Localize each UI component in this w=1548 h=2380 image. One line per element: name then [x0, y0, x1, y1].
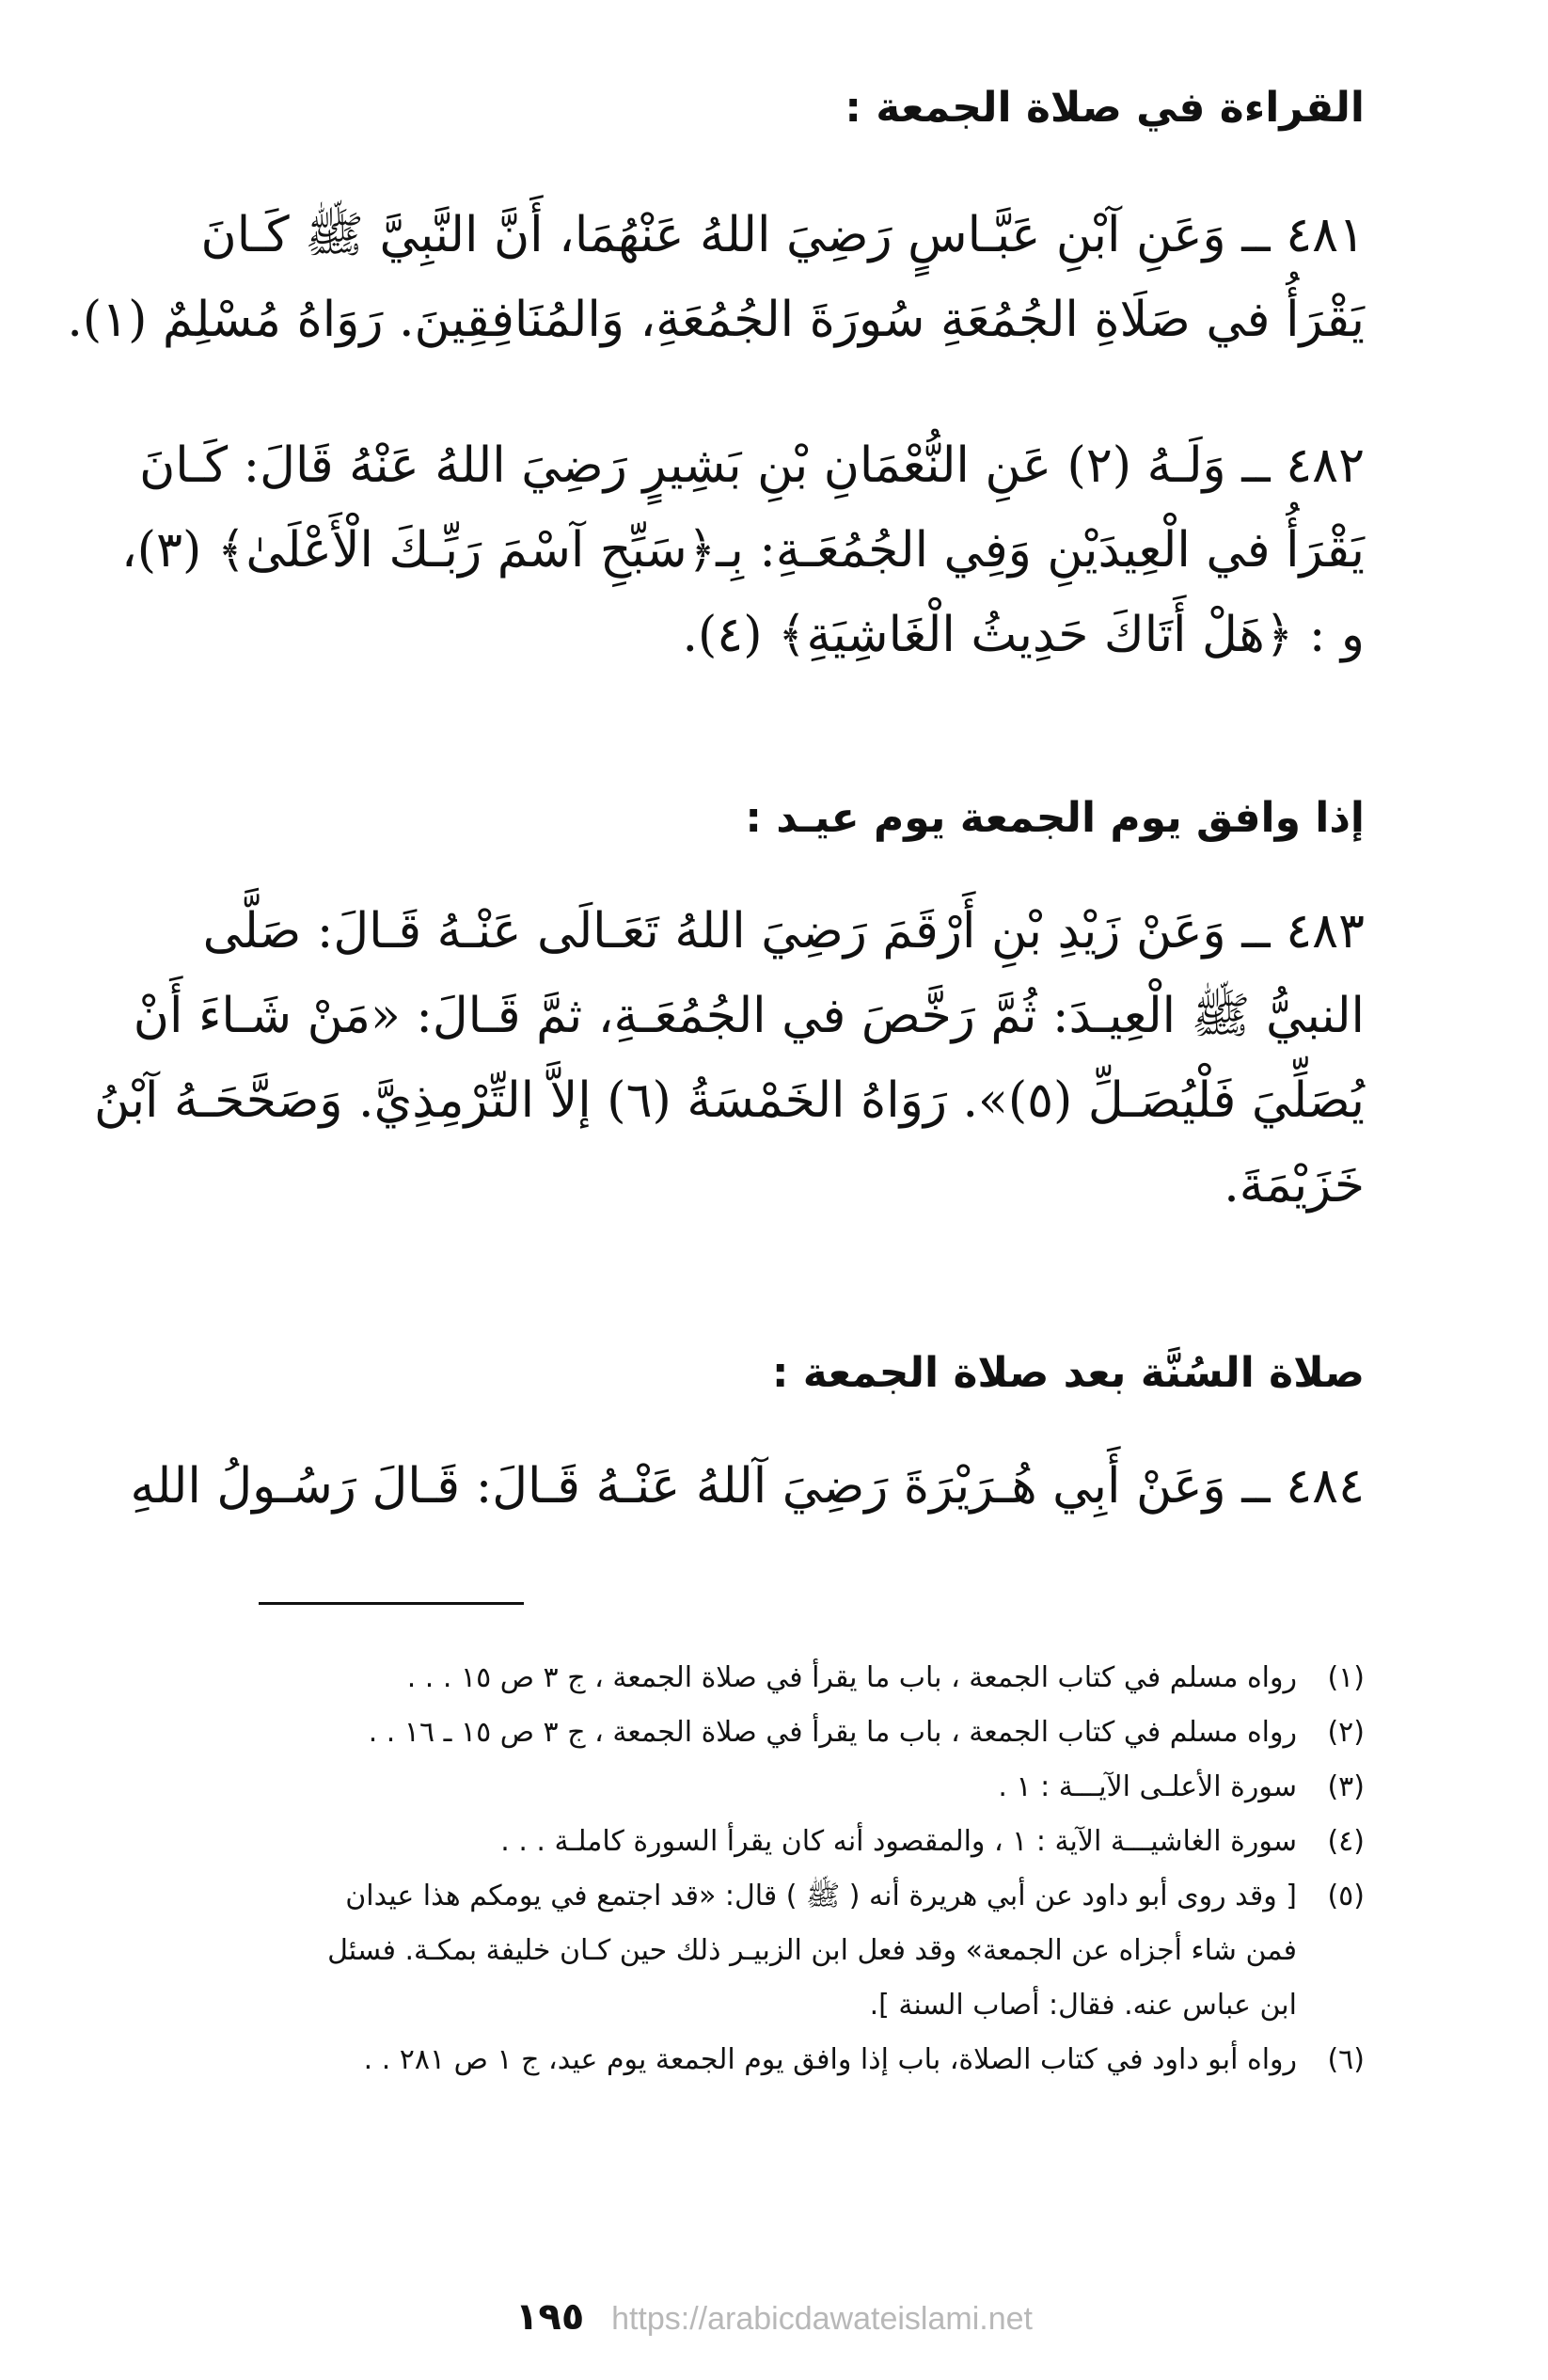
section-heading-friday-reading: القراءة في صلاة الجمعة : — [845, 84, 1365, 132]
footnote-4 — [147, 1815, 1365, 1869]
hadith-line: يَقْرَأُ في صَلَاةِ الجُمُعَةِ سُورَةَ الجُمُعَةِ، وَالمُنَافِقِينَ. رَوَاهُ مُسْلِمٌ (١). — [67, 292, 1365, 348]
page-number: ١٩٥ — [515, 2295, 585, 2339]
footnote-number: (٤) — [1327, 1825, 1365, 1858]
footnote-2 — [147, 1706, 1365, 1760]
footnote-text: رواه مسلم في كتاب الجمعة ، باب ما يقرأ في صلاة الجمعة ، ج ٣ ص ١٥ . . . — [406, 1661, 1297, 1694]
hadith-483 — [93, 889, 1365, 1228]
footnote-number: (٦) — [1327, 2043, 1365, 2076]
footnote-number: (٥) — [1327, 1880, 1365, 1912]
hadith-line: يُصَلِّيَ فَلْيُصَـلِّ (٥)». رَوَاهُ الخَمْسَةُ (٦) إلاَّ التِّرْمِذِيَّ. وَصَحَّحَـهُ آبْنُ — [93, 1072, 1365, 1129]
hadith-481 — [67, 193, 1365, 362]
footnote-number: (٢) — [1327, 1716, 1365, 1749]
footnote-text: سورة الأعلـى الآيـــة : ١ . — [998, 1770, 1297, 1803]
hadith-line: النبيُّ ﷺ الْعِيـدَ: ثُمَّ رَخَّصَ في الجُمُعَـةِ، ثمَّ قَـالَ: «مَنْ شَـاءَ أَنْ — [133, 988, 1365, 1044]
hadith-line: ٤٨١ ــ وَعَنِ آبْنِ عَبَّـاسٍ رَضِيَ اللهُ عَنْهُمَا، أَنَّ النَّبِيَّ ﷺ كَـانَ — [200, 207, 1365, 263]
hadith-line: ٤٨٢ ــ وَلَـهُ (٢) عَنِ النُّعْمَانِ بْنِ بَشِيرٍ رَضِيَ اللهُ عَنْهُ قَالَ: كَـانَ — [139, 437, 1365, 494]
footnote-5 — [147, 1869, 1365, 2033]
hadith-line: و : ﴿هَلْ أَتَاكَ حَدِيثُ الْغَاشِيَةِ﴾ (٤). — [682, 607, 1365, 663]
footnote-6 — [147, 2033, 1365, 2087]
hadith-line: خَزَيْمَةَ. — [1224, 1157, 1365, 1214]
footnote-divider — [259, 1602, 524, 1605]
section-heading-eid-on-friday: إذا وافق يوم الجمعة يوم عيـد : — [745, 794, 1365, 842]
section-heading-sunnah-after-friday: صلاة السُنَّة بعد صلاة الجمعة : — [771, 1349, 1365, 1397]
footnote-text: سورة الغاشيـــة الآية : ١ ، والمقصود أنه كان يقرأ السورة كاملـة . . . — [500, 1825, 1297, 1858]
hadith-line: ٤٨٣ ــ وَعَنْ زَيْدِ بْنِ أَرْقَمَ رَضِيَ اللهُ تَعَـالَى عَنْـهُ قَـالَ: صَلَّى — [202, 903, 1365, 960]
footnote-3 — [147, 1760, 1365, 1815]
hadith-line: ٤٨٤ ــ وَعَنْ أَبِي هُـرَيْرَةَ رَضِيَ آللهُ عَنْـهُ قَـالَ: قَـالَ رَسُـولُ اللهِ — [130, 1458, 1365, 1515]
watermark-url: https://arabicdawateislami.net — [611, 2301, 1033, 2337]
footnote-1 — [147, 1651, 1365, 1706]
footnote-text: رواه مسلم في كتاب الجمعة ، باب ما يقرأ في صلاة الجمعة ، ج ٣ ص ١٥ ـ ١٦ . . — [368, 1716, 1297, 1749]
footnote-number: (٣) — [1327, 1770, 1365, 1803]
hadith-482 — [121, 423, 1365, 677]
footnote-number: (١) — [1327, 1661, 1365, 1694]
page-footer — [0, 2295, 1548, 2339]
hadith-484 — [130, 1444, 1365, 1529]
hadith-line: يَقْرَأُ في الْعِيدَيْنِ وَفِي الجُمُعَـةِ: بِـ﴿سَبِّحِ آسْمَ رَبِّـكَ الْأَعْلَىٰ﴾ (٣)، — [121, 522, 1365, 579]
footnote-text: ابن عباس عنه. فقال: أصاب السنة ]. — [869, 1989, 1297, 2022]
footnote-text: رواه أبو داود في كتاب الصلاة، باب إذا وافق يوم الجمعة يوم عيد، ج ١ ص ٢٨١ . . — [363, 2043, 1297, 2076]
footnote-text: فمن شاء أجزاه عن الجمعة» وقد فعل ابن الزبيـر ذلك حين كـان خليفة بمكـة. فسئل — [327, 1934, 1297, 1967]
footnote-text: [ وقد روى أبو داود عن أبي هريرة أنه ( ﷺ ) قال: «قد اجتمع في يومكم هذا عيدان — [345, 1880, 1297, 1912]
footnotes — [147, 1651, 1365, 2087]
